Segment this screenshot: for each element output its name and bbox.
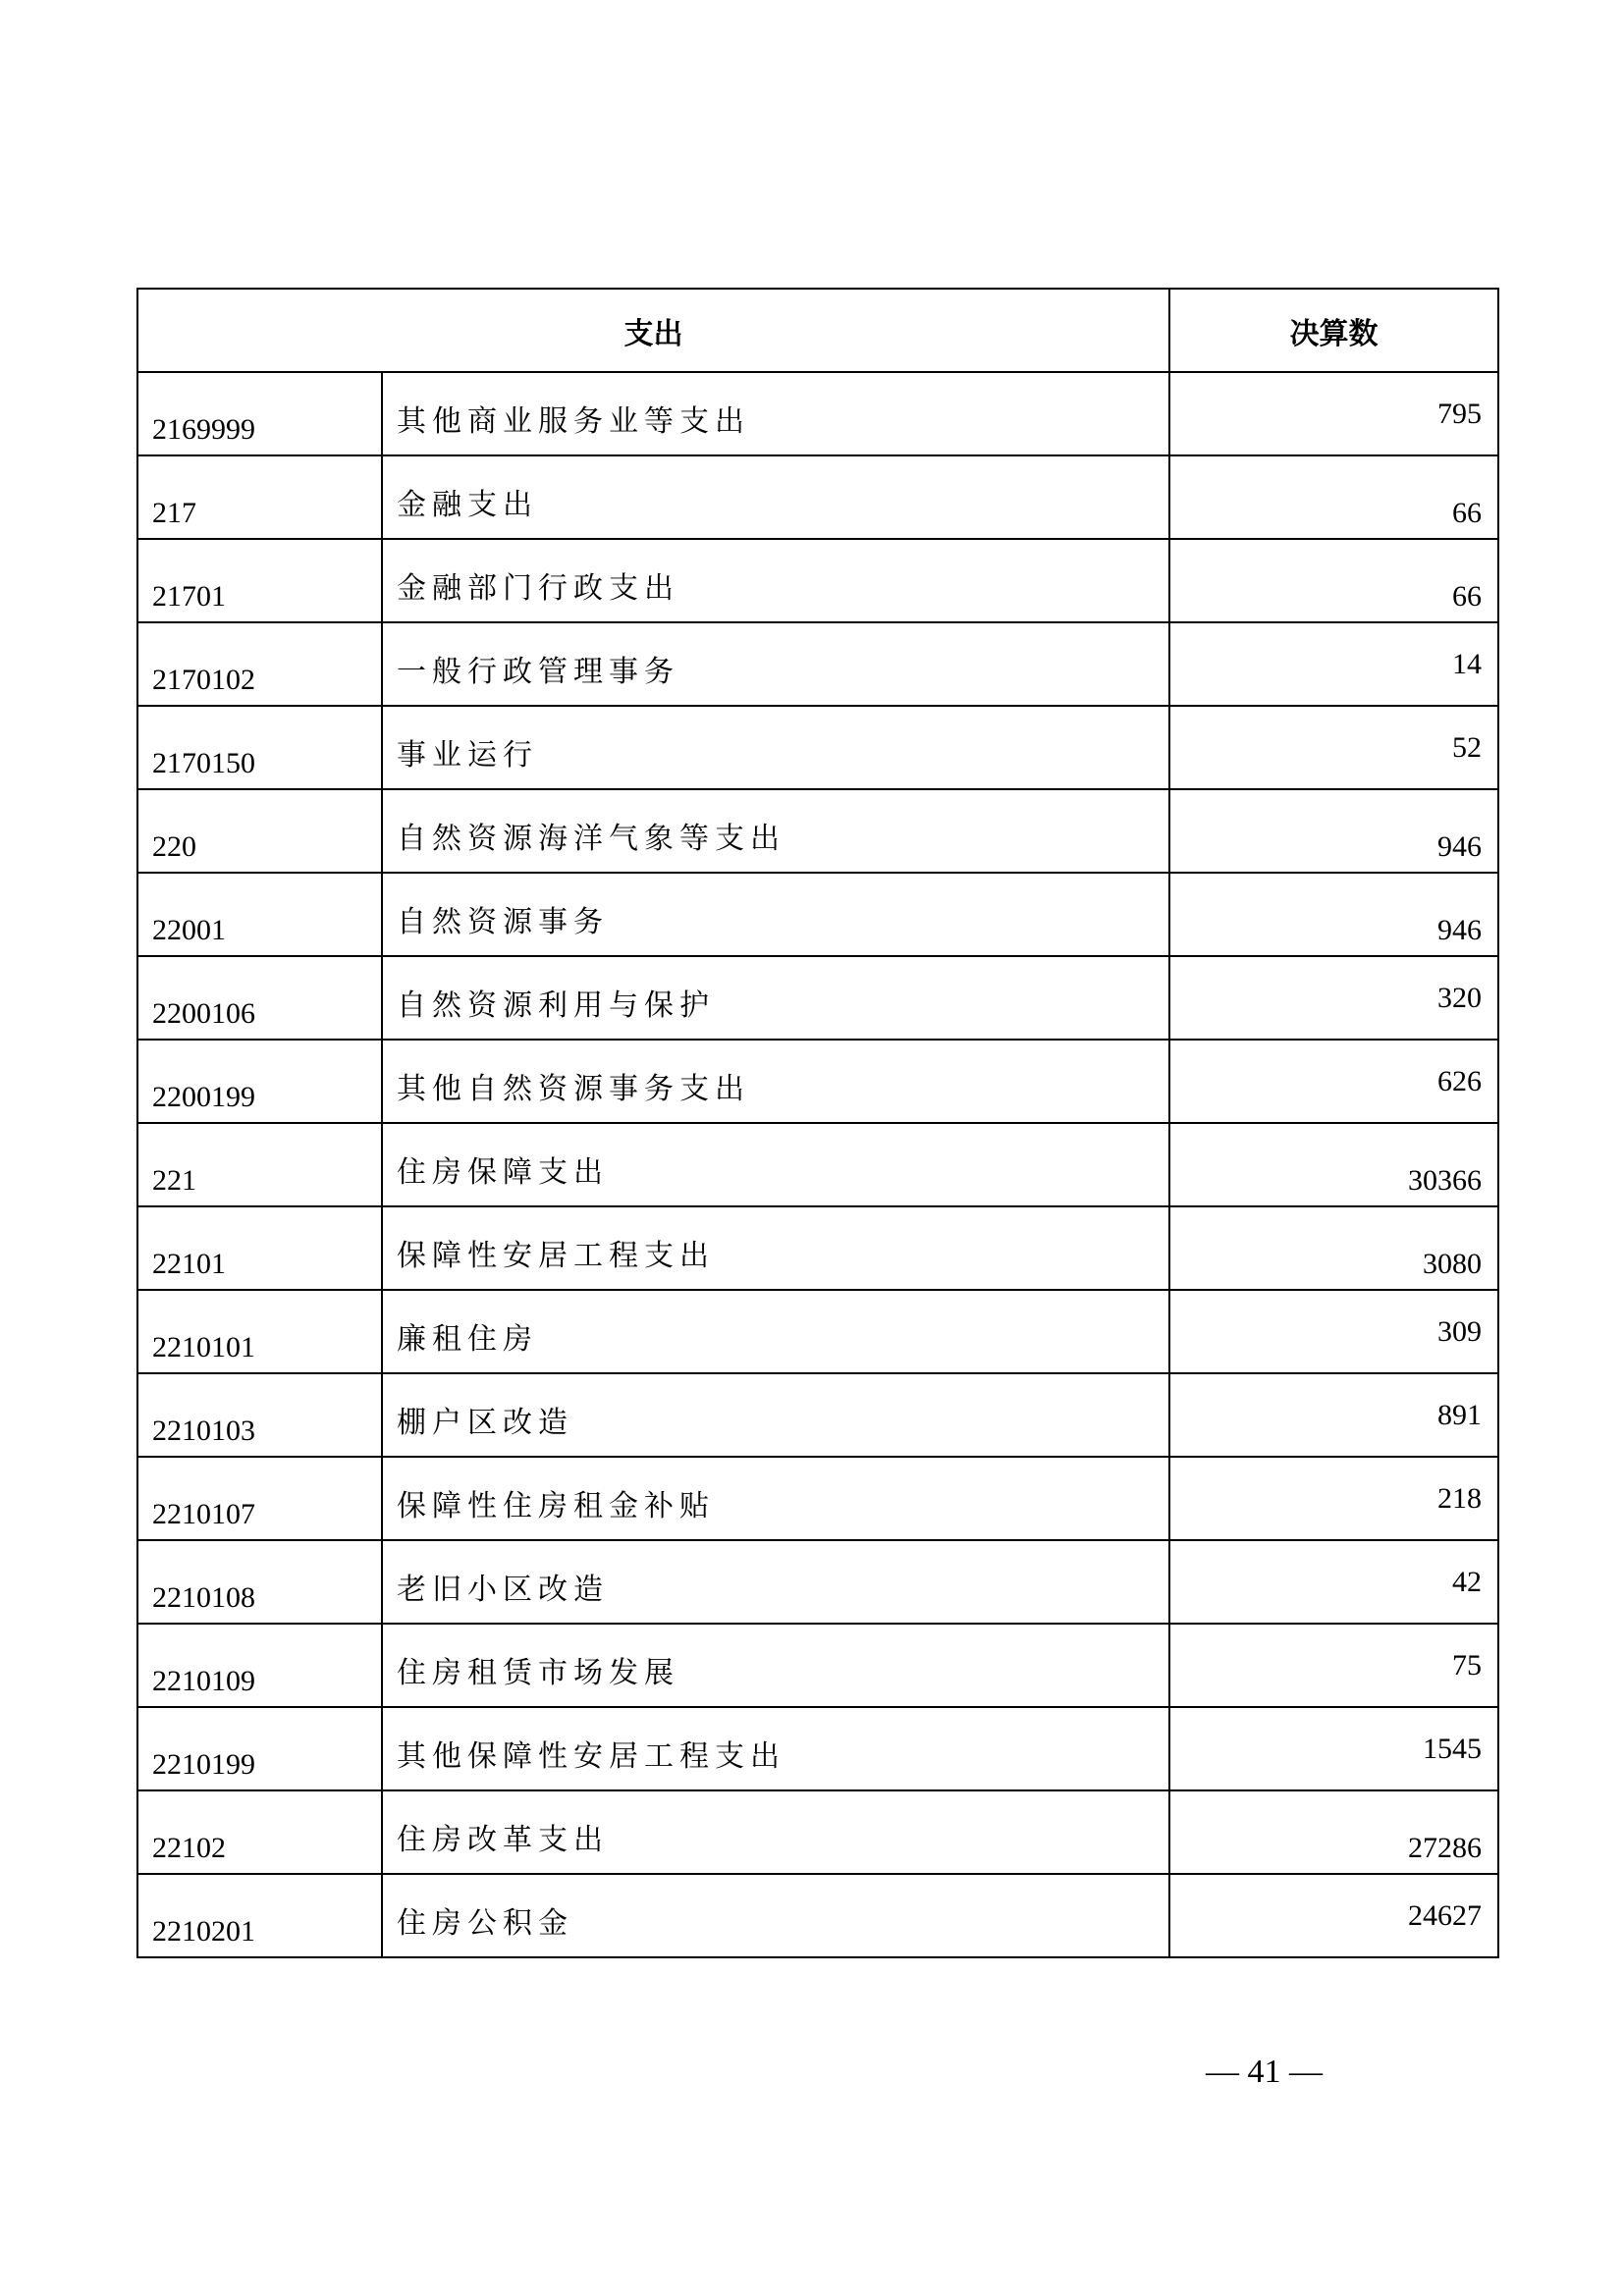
subject-name: 一般行政管理事务 (382, 622, 1169, 706)
subject-code: 2210109 (137, 1624, 382, 1707)
subject-name: 自然资源海洋气象等支出 (382, 789, 1169, 873)
final-amount: 3080 (1169, 1206, 1498, 1290)
final-amount: 1545 (1169, 1707, 1498, 1790)
table-header-row (137, 289, 1498, 372)
subject-code: 2210101 (137, 1290, 382, 1373)
final-amount: 218 (1169, 1457, 1498, 1540)
table-row (137, 1123, 1498, 1206)
final-amount: 66 (1169, 539, 1498, 622)
final-amount: 795 (1169, 372, 1498, 455)
table-row (137, 1373, 1498, 1457)
final-amount: 946 (1169, 789, 1498, 873)
subject-name: 其他自然资源事务支出 (382, 1040, 1169, 1123)
table-row (137, 372, 1498, 455)
table-row (137, 622, 1498, 706)
subject-name: 自然资源事务 (382, 873, 1169, 956)
final-amount: 946 (1169, 873, 1498, 956)
subject-code: 2170102 (137, 622, 382, 706)
subject-name: 住房租赁市场发展 (382, 1624, 1169, 1707)
final-amount: 626 (1169, 1040, 1498, 1123)
expenditure-table (136, 288, 1499, 1958)
subject-code: 2169999 (137, 372, 382, 455)
final-amount: 27286 (1169, 1790, 1498, 1874)
subject-code: 220 (137, 789, 382, 873)
subject-code: 217 (137, 455, 382, 539)
table-row (137, 1540, 1498, 1624)
header-expenditure: 支出 (137, 289, 1169, 372)
subject-name: 金融部门行政支出 (382, 539, 1169, 622)
subject-code: 2200106 (137, 956, 382, 1040)
subject-name: 住房改革支出 (382, 1790, 1169, 1874)
final-amount: 24627 (1169, 1874, 1498, 1957)
table-row (137, 1457, 1498, 1540)
subject-name: 廉租住房 (382, 1290, 1169, 1373)
table-row (137, 1290, 1498, 1373)
subject-name: 其他商业服务业等支出 (382, 372, 1169, 455)
final-amount: 320 (1169, 956, 1498, 1040)
table-row (137, 706, 1498, 789)
final-amount: 52 (1169, 706, 1498, 789)
table-row (137, 873, 1498, 956)
table-body (137, 372, 1498, 1957)
header-final-amount: 决算数 (1169, 289, 1498, 372)
table-row (137, 789, 1498, 873)
table-row (137, 455, 1498, 539)
table-row (137, 956, 1498, 1040)
subject-name: 住房公积金 (382, 1874, 1169, 1957)
subject-code: 22102 (137, 1790, 382, 1874)
subject-code: 2210103 (137, 1373, 382, 1457)
subject-name: 保障性住房租金补贴 (382, 1457, 1169, 1540)
table-row (137, 1790, 1498, 1874)
final-amount: 309 (1169, 1290, 1498, 1373)
subject-code: 21701 (137, 539, 382, 622)
subject-name: 其他保障性安居工程支出 (382, 1707, 1169, 1790)
subject-code: 22001 (137, 873, 382, 956)
subject-name: 住房保障支出 (382, 1123, 1169, 1206)
subject-name: 老旧小区改造 (382, 1540, 1169, 1624)
final-amount: 891 (1169, 1373, 1498, 1457)
table-row (137, 1040, 1498, 1123)
subject-name: 金融支出 (382, 455, 1169, 539)
final-amount: 42 (1169, 1540, 1498, 1624)
subject-code: 2170150 (137, 706, 382, 789)
subject-code: 2210201 (137, 1874, 382, 1957)
table-row (137, 1624, 1498, 1707)
table-row (137, 1206, 1498, 1290)
page-number: — 41 — (1206, 2054, 1323, 2090)
subject-name: 棚户区改造 (382, 1373, 1169, 1457)
final-amount: 75 (1169, 1624, 1498, 1707)
subject-code: 221 (137, 1123, 382, 1206)
subject-name: 自然资源利用与保护 (382, 956, 1169, 1040)
final-amount: 66 (1169, 455, 1498, 539)
subject-code: 2210107 (137, 1457, 382, 1540)
subject-code: 22101 (137, 1206, 382, 1290)
final-amount: 30366 (1169, 1123, 1498, 1206)
subject-code: 2210108 (137, 1540, 382, 1624)
subject-name: 保障性安居工程支出 (382, 1206, 1169, 1290)
final-amount: 14 (1169, 622, 1498, 706)
table-row (137, 1874, 1498, 1957)
table-row (137, 539, 1498, 622)
subject-name: 事业运行 (382, 706, 1169, 789)
table-row (137, 1707, 1498, 1790)
subject-code: 2210199 (137, 1707, 382, 1790)
subject-code: 2200199 (137, 1040, 382, 1123)
